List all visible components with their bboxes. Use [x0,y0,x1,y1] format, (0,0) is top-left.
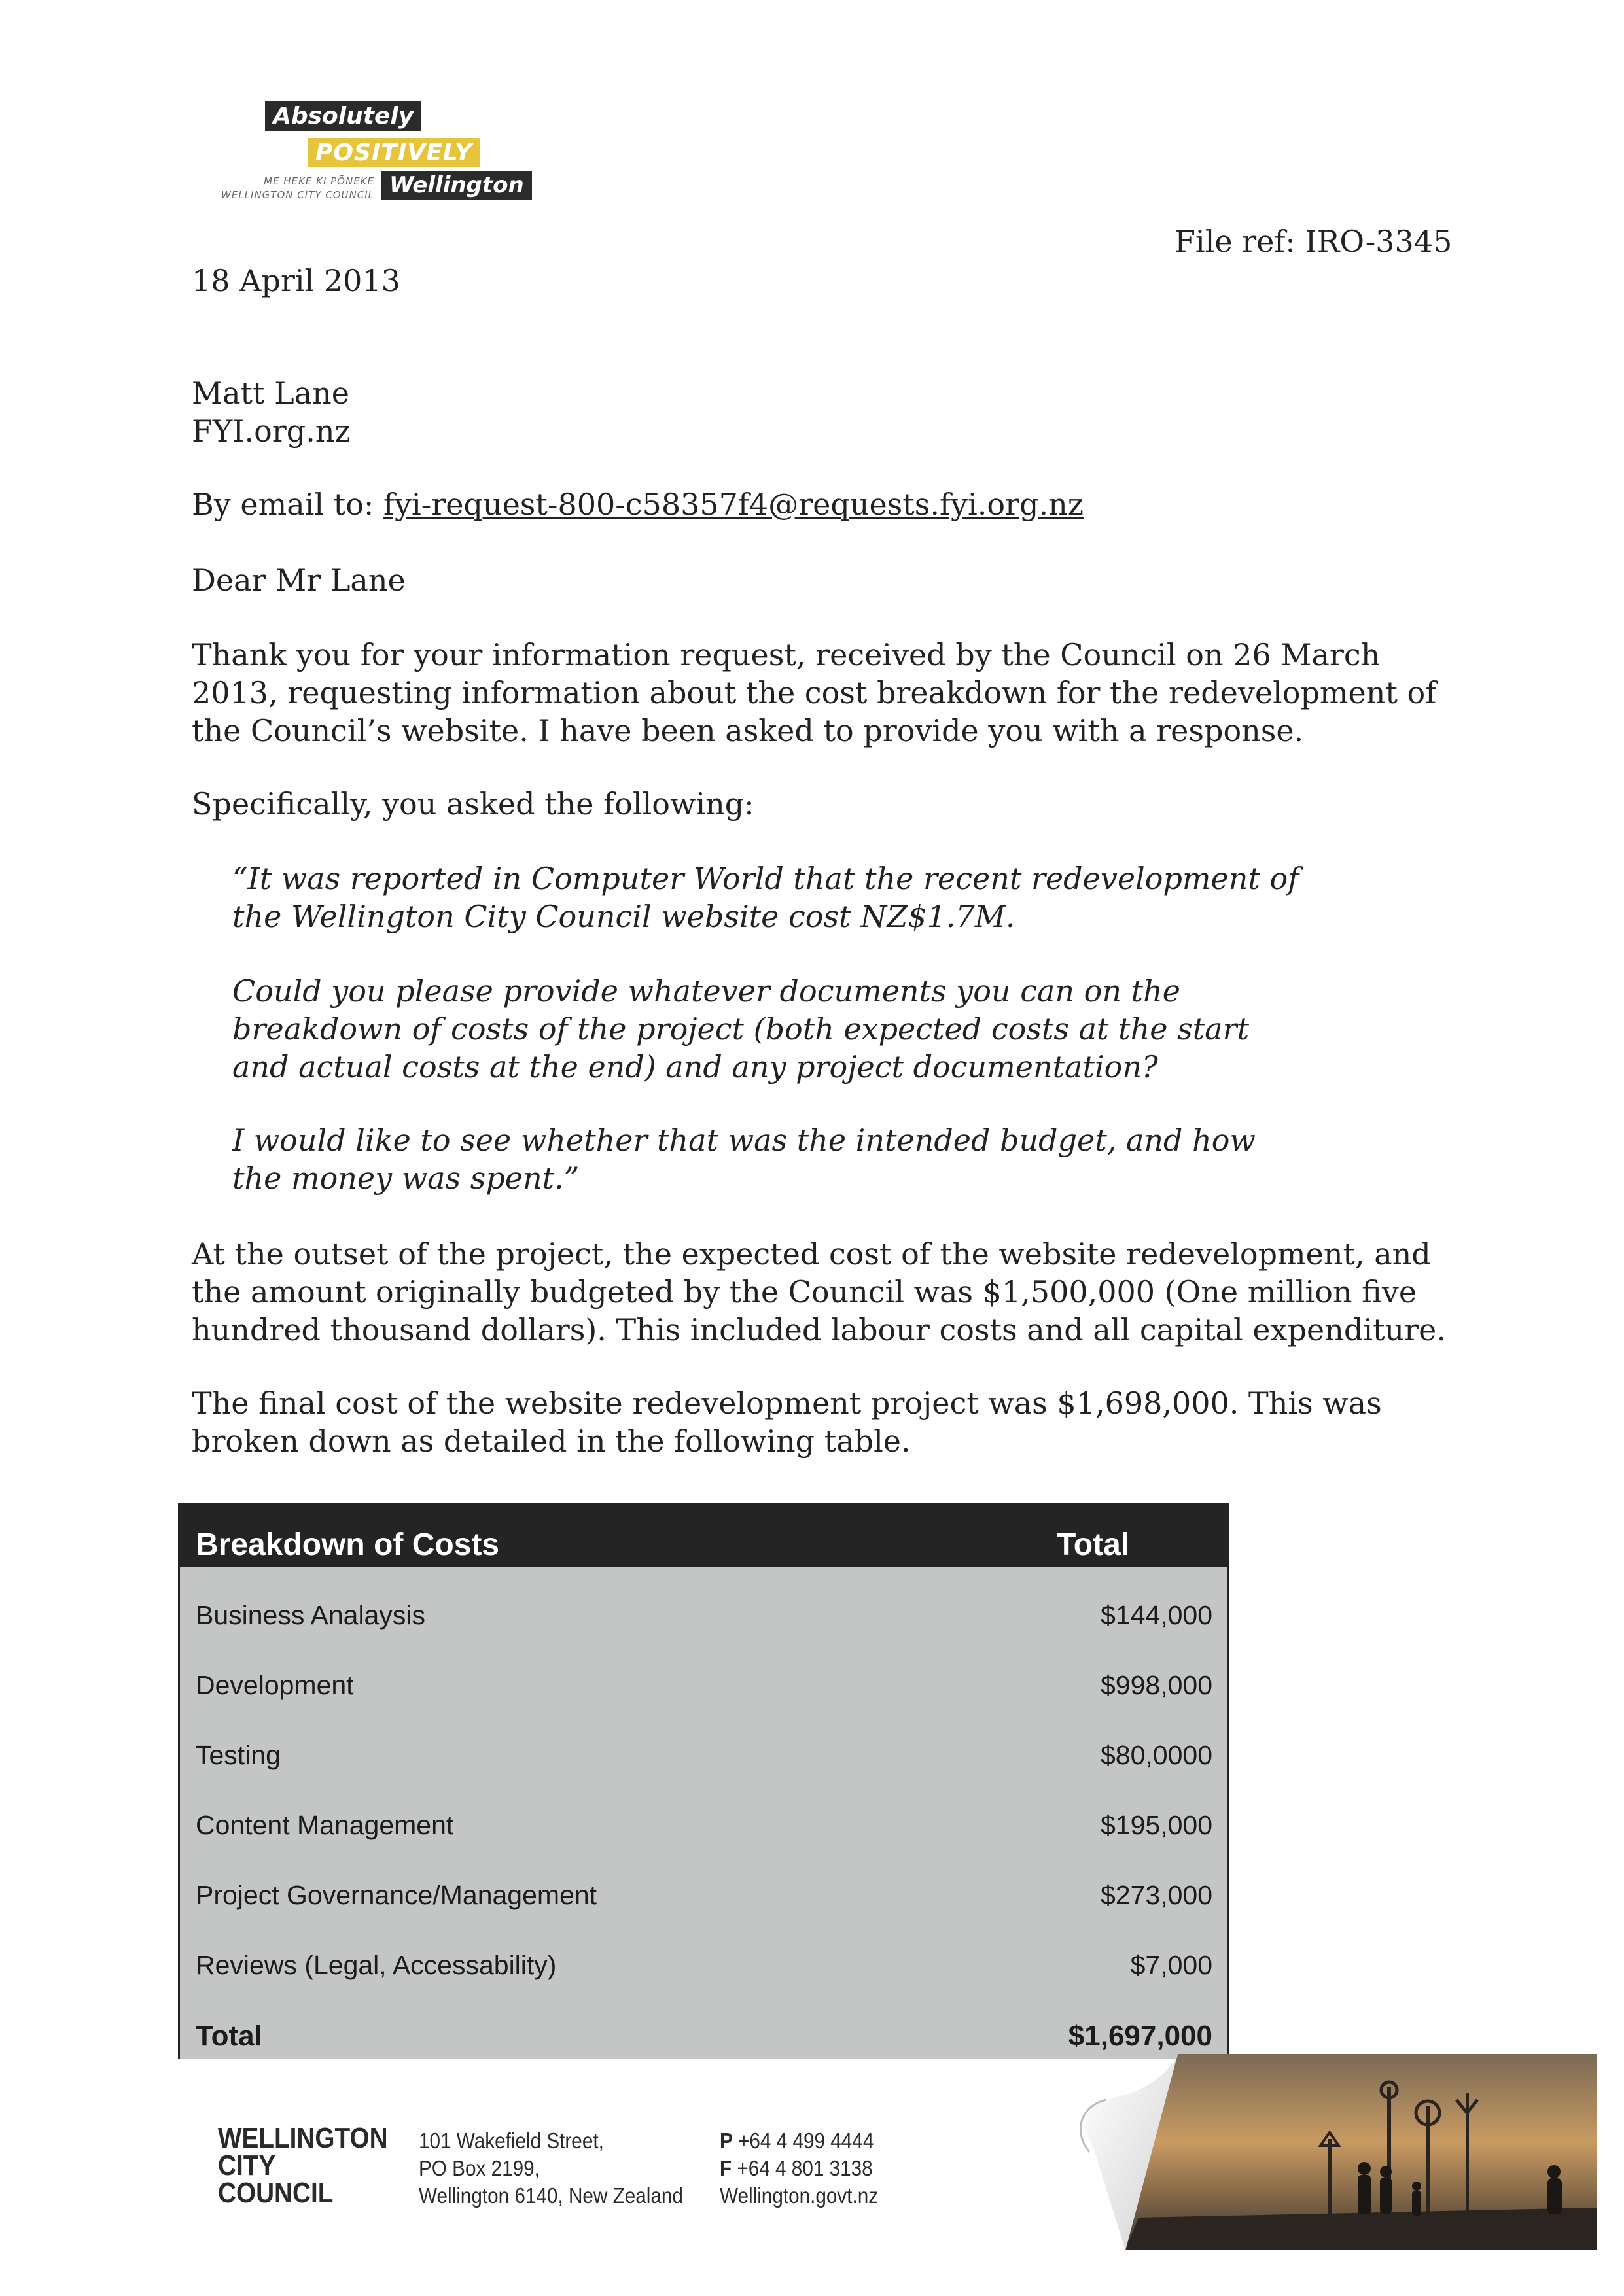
email-link[interactable]: fyi-request-800-c58357f4@requests.fyi.org.nz [383,487,1084,522]
footer-council-name [218,2122,388,2209]
letter-date: 18 April 2013 [192,263,400,298]
footer-name-line2: CITY [218,2149,276,2182]
quote-paragraph-2: Could you please provide whatever documents you can on the breakdown of costs of the project (both expected costs at the start and actual costs at the end) and any project documentation? [232,973,1250,1085]
footer-fax-line [720,2155,878,2182]
footer-phone-line [720,2127,878,2155]
paragraph-specifically: Specifically, you asked the following: [192,786,754,822]
salutation: Dear Mr Lane [192,563,406,598]
table-header [180,1503,1227,1567]
recipient-org: FYI.org.nz [192,413,351,449]
table-row [180,1917,1227,1987]
file-reference: File ref: IRO-3345 [1174,224,1453,259]
footer-address [419,2127,683,2210]
fax-number: +64 4 801 3138 [737,2156,873,2180]
header-breakdown-of-costs: Breakdown of Costs [196,1527,500,1562]
row-amount: $998,000 [1100,1670,1212,1700]
table-row [180,1777,1227,1847]
table-row [180,1847,1227,1917]
footer-address-line1: 101 Wakefield Street, [419,2129,604,2153]
row-item: Project Governance/Management [196,1880,597,1910]
logo-line-wellington: Wellington [381,171,532,200]
footer-address-line3: Wellington 6140, New Zealand [419,2183,683,2208]
footer-website: Wellington.govt.nz [720,2183,879,2208]
quote-paragraph-1: “It was reported in Computer World that the recent redevelopment of the Wellington City Council website cost NZ$1.7M. [232,861,1299,934]
table-row [180,1637,1227,1707]
row-amount: $7,000 [1130,1950,1212,1980]
footer-name-line3: COUNCIL [218,2177,334,2209]
row-item: Development [196,1670,354,1700]
total-label: Total [196,2020,262,2052]
logo-maori-line2: WELLINGTON CITY COUNCIL [221,189,374,201]
email-line [192,485,1084,523]
footer-address-line2: PO Box 2199, [419,2156,540,2180]
header-total: Total [1057,1527,1130,1562]
row-amount: $144,000 [1100,1600,1212,1630]
row-amount: $80,0000 [1100,1740,1212,1770]
logo-line-positively: POSITIVELY [308,138,480,167]
row-amount: $195,000 [1100,1810,1212,1840]
phone-label: P [720,2129,733,2153]
waterfront-photo-image [1008,2041,1597,2250]
logo-maori-text [196,175,374,202]
row-item: Business Analaysis [196,1600,425,1630]
paragraph-request-received: Thank you for your information request, received by the Council on 26 March 2013, requesting information about the cost breakdown for the redevelopment of the Council’s website. I have been asked to provide you with a response. [192,637,1437,748]
row-item: Content Management [196,1810,454,1840]
row-item: Testing [196,1740,281,1770]
recipient-block [192,374,351,450]
table-row [180,1567,1227,1637]
email-label: By email to: [192,487,374,522]
logo-maori-line1: ME HEKE KI PŌNEKE [264,175,374,187]
paragraph-original-budget: At the outset of the project, the expected cost of the website redevelopment, and the amount originally budgeted by the Council was $1,500,000 (One million five hundred thousand dollars). This included labour costs and all capital expenditure. [192,1236,1446,1348]
paragraph-final-cost: The final cost of the website redevelopment project was $1,698,000. This was broken down as detailed in the following table. [192,1385,1382,1459]
logo-line-absolutely: Absolutely [265,101,421,131]
fax-label: F [720,2156,732,2180]
council-logo [196,101,537,213]
table-row [180,1707,1227,1777]
row-item: Reviews (Legal, Accessability) [196,1950,557,1980]
row-amount: $273,000 [1100,1880,1212,1910]
footer-contact [720,2127,878,2210]
quote-paragraph-3: I would like to see whether that was the intended budget, and how the money was spent.” [232,1122,1256,1196]
cost-breakdown-table [178,1503,1229,2059]
recipient-name: Matt Lane [192,375,349,411]
phone-number: +64 4 499 4444 [738,2129,874,2153]
footer-name-line1: WELLINGTON [218,2122,388,2154]
total-amount: $1,697,000 [1068,2020,1212,2052]
